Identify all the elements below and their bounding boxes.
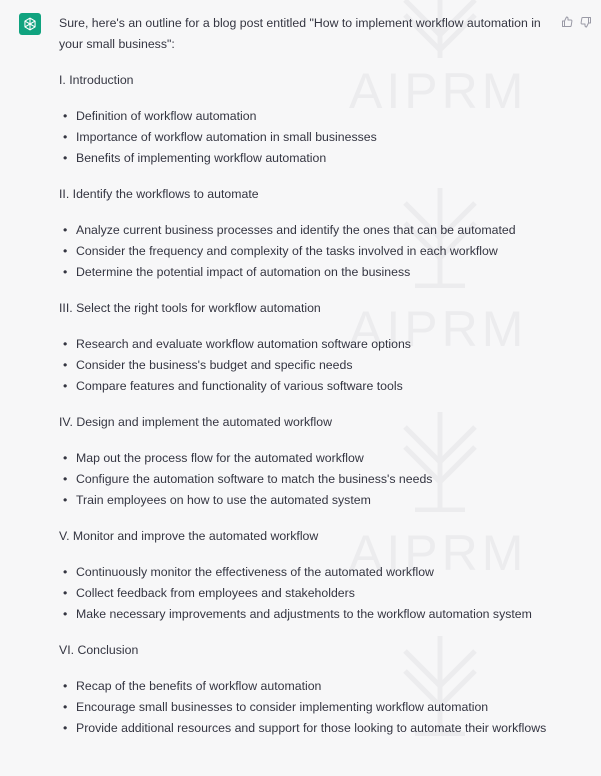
section-heading: V. Monitor and improve the automated workflow [59,529,319,543]
list-item: • Recap of the benefits of workflow automation [59,676,546,697]
list-item: • Analyze current business processes and identify the ones that can be automated [59,220,516,241]
bullet-list [59,562,532,625]
list-item: • Compare features and functionality of various software tools [59,376,411,397]
bullet-icon: • [63,472,68,486]
openai-logo-icon [22,16,38,32]
bullet-list [59,220,516,283]
bullet-icon: • [63,565,68,579]
dislike-button[interactable] [579,15,592,28]
bullet-icon: • [63,679,68,693]
list-item: • Collect feedback from employees and stakeholders [59,583,532,604]
list-item: • Determine the potential impact of automation on the business [59,262,516,283]
section-heading: II. Identify the workflows to automate [59,187,259,201]
bullet-icon: • [63,721,68,735]
list-item: • Make necessary improvements and adjustments to the workflow automation system [59,604,532,625]
bullet-icon: • [63,109,68,123]
bullet-icon: • [63,379,68,393]
bullet-icon: • [63,493,68,507]
list-item: • Consider the frequency and complexity of the tasks involved in each workflow [59,241,516,262]
list-item: • Benefits of implementing workflow automation [59,148,377,169]
intro-text: Sure, here's an outline for a blog post entitled "How to implement workflow automation in your small business": [59,16,541,51]
bullet-icon: • [63,265,68,279]
list-item: • Encourage small businesses to consider implementing workflow automation [59,697,546,718]
assistant-avatar [19,13,41,35]
watermark-text: AIPRM [349,301,528,357]
bullet-icon: • [63,151,68,165]
bullet-icon: • [63,130,68,144]
list-item: • Definition of workflow automation [59,106,377,127]
bullet-icon: • [63,451,68,465]
bullet-list [59,106,377,169]
bullet-icon: • [63,337,68,351]
bullet-icon: • [63,358,68,372]
list-item: • Importance of workflow automation in small businesses [59,127,377,148]
like-button[interactable] [560,15,573,28]
bullet-icon: • [63,586,68,600]
list-item: • Map out the process flow for the automated workflow [59,448,432,469]
thumbs-up-icon [561,16,573,28]
thumbs-down-icon [580,16,592,28]
feedback-controls [560,15,592,28]
bullet-icon: • [63,700,68,714]
list-item: • Configure the automation software to match the business's needs [59,469,432,490]
bullet-icon: • [63,223,68,237]
bullet-icon: • [63,244,68,258]
bullet-list [59,676,546,739]
section-heading: VI. Conclusion [59,643,139,657]
watermark-text: AIPRM [349,63,528,119]
bullet-list [59,448,432,511]
list-item: • Provide additional resources and support for those looking to automate their workflows [59,718,546,739]
list-item: • Consider the business's budget and specific needs [59,355,411,376]
section-heading: IV. Design and implement the automated workflow [59,415,332,429]
bullet-list [59,334,411,397]
list-item: • Train employees on how to use the automated system [59,490,432,511]
list-item: • Research and evaluate workflow automation software options [59,334,411,355]
bullet-icon: • [63,607,68,621]
section-heading: I. Introduction [59,73,134,87]
watermark-text: AIPRM [349,525,528,581]
section-heading: III. Select the right tools for workflow automation [59,301,321,315]
list-item: • Continuously monitor the effectiveness of the automated workflow [59,562,532,583]
